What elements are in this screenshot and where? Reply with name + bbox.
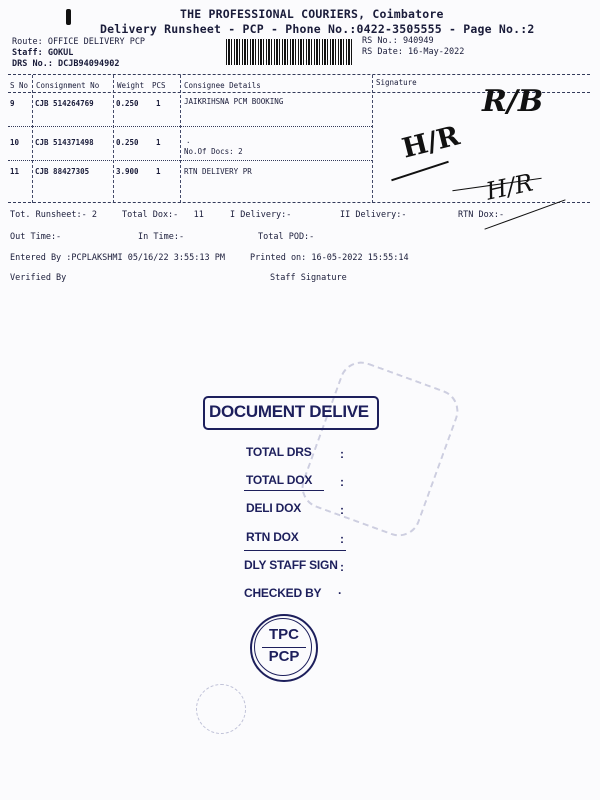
stamp-deli-dox-label: DELI DOX	[246, 501, 302, 515]
stamp-checked-by-label: CHECKED BY	[244, 586, 322, 600]
handwritten-rb: R/B	[482, 84, 544, 119]
row-consignee: RTN DELIVERY PR	[184, 167, 252, 176]
staff-signature: Staff Signature	[270, 273, 347, 283]
rs-date: RS Date: 16-May-2022	[362, 47, 465, 57]
col-signature: Signature	[376, 78, 417, 87]
row-consignment: CJB 88427305	[35, 167, 90, 176]
col-sno: S No	[10, 81, 29, 90]
row-sno: 10	[10, 138, 20, 147]
rtn-dox: RTN Dox:-	[458, 210, 505, 220]
col-divider	[372, 75, 373, 203]
row-weight: 0.250	[116, 99, 139, 108]
stamp-colon: :	[340, 503, 344, 517]
col-consignment: Consignment No	[36, 81, 100, 90]
row-consignment: CJB 514371498	[35, 138, 94, 147]
stamp-dot: ·	[338, 586, 342, 600]
row-note: No.Of Docs: 2	[184, 147, 243, 156]
col-weight: Weight	[117, 81, 145, 90]
col-divider	[180, 75, 181, 203]
tpc-pcp-seal	[250, 614, 318, 682]
stamp-colon: :	[340, 560, 344, 574]
total-pod: Total POD:-	[258, 232, 315, 242]
stamp-line	[244, 550, 346, 551]
col-consignee: Consignee Details	[184, 81, 261, 90]
printed-on: Printed on: 16-05-2022 15:55:14	[250, 253, 409, 263]
rule	[8, 74, 590, 75]
stamp-title: DOCUMENT DELIVE	[209, 402, 369, 421]
faint-stamp-trace	[295, 355, 464, 542]
i-delivery: I Delivery:-	[230, 210, 292, 220]
company-title: THE PROFESSIONAL COURIERS, Coimbatore	[180, 7, 444, 21]
row-weight: 3.900	[116, 167, 139, 176]
stamp-line	[244, 490, 324, 491]
row-weight: 0.250	[116, 138, 139, 147]
entered-by: Entered By :PCPLAKSHMI 05/16/22 3:55:13 PM	[10, 253, 225, 263]
stamp-total-drs-label: TOTAL DRS	[246, 445, 312, 459]
handwritten-hr: H/R	[399, 120, 463, 165]
row-pcs: 1	[156, 99, 161, 108]
stamp-rtn-dox-label: RTN DOX	[246, 530, 299, 544]
stamp-colon: :	[340, 447, 344, 461]
ii-delivery: II Delivery:-	[340, 210, 407, 220]
punch-mark	[66, 9, 71, 25]
total-dox: Total Dox:- 11	[122, 210, 204, 220]
stamp-colon: :	[340, 532, 344, 546]
row-consignment: CJB 514264769	[35, 99, 94, 108]
row-sno: 11	[10, 167, 20, 176]
seal-top-text: TPC	[269, 626, 299, 643]
col-divider	[32, 75, 33, 203]
row-pcs: 1	[156, 167, 161, 176]
barcode	[226, 39, 352, 65]
runsheet-subtitle: Delivery Runsheet - PCP - Phone No.:0422-3505555 - Page No.:2	[100, 22, 535, 36]
tot-runsheet: Tot. Runsheet:- 2	[10, 210, 97, 220]
out-time: Out Time:-	[10, 232, 62, 242]
in-time: In Time:-	[138, 232, 185, 242]
col-divider	[113, 75, 114, 203]
row-sno: 9	[10, 99, 15, 108]
rs-number: RS No.: 940949	[362, 36, 434, 46]
stamp-total-dox-label: TOTAL DOX	[246, 473, 313, 487]
row-consignee: JAIKRIHSNA PCM BOOKING	[184, 97, 284, 106]
stamp-dly-staff-sign-label: DLY STAFF SIGN	[244, 558, 338, 572]
rule	[8, 160, 372, 161]
rule	[8, 126, 372, 127]
row-pcs: 1	[156, 138, 161, 147]
stamp-title-box	[203, 396, 379, 430]
stamp-colon: :	[340, 475, 344, 489]
handwritten-hr: H/R	[483, 168, 536, 206]
verified-by: Verified By	[10, 273, 67, 283]
row-consignee: .	[186, 136, 191, 145]
staff-text: Staff: GOKUL	[12, 48, 74, 58]
handwritten-stroke	[391, 161, 449, 181]
seal-bottom-text: PCP	[268, 648, 300, 665]
faint-stamp-trace	[196, 684, 246, 734]
drs-number: DRS No.: DCJB94094902	[12, 59, 120, 69]
route-text: Route: OFFICE DELIVERY PCP	[12, 37, 146, 47]
col-pcs: PCS	[152, 81, 166, 90]
